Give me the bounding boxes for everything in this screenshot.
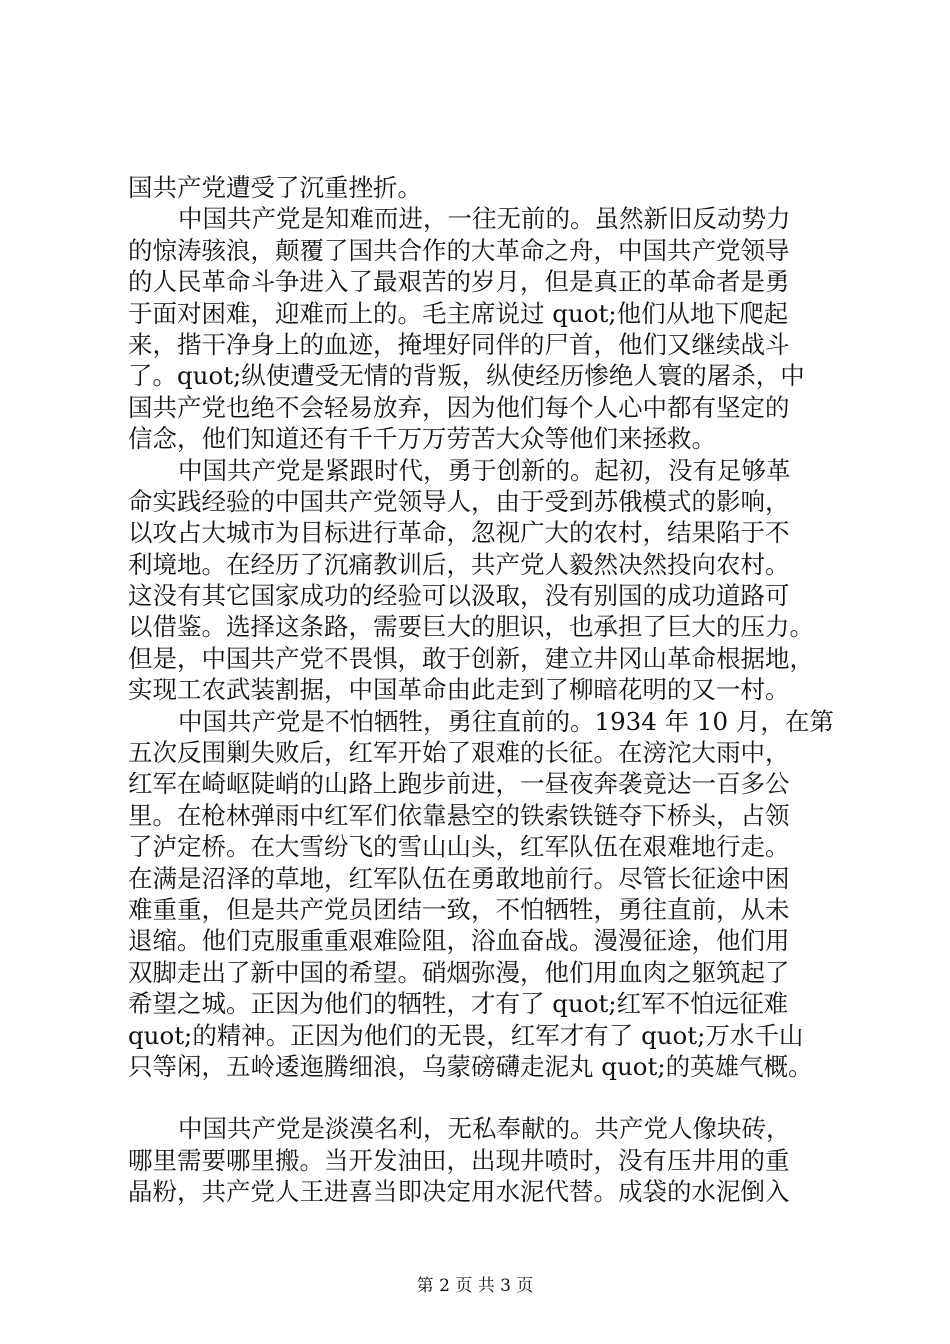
paragraph-1	[128, 172, 848, 203]
text-line: 中国共产党是知难而进，一往无前的。虽然新旧反动势力	[178, 204, 791, 234]
paragraph-2	[128, 203, 848, 454]
text-line: 来，揩干净身上的血迹，掩埋好同伴的尸首，他们又继续战斗	[128, 329, 790, 359]
text-line: 的惊涛骇浪，颠覆了国共合作的大革命之舟，中国共产党领导	[128, 235, 790, 265]
text-line: 实现工农武装割据，中国革命由此走到了柳暗花明的又一村。	[128, 675, 790, 705]
text-line: 利境地。在经历了沉痛教训后，共产党人毅然决然投向农村。	[128, 549, 790, 579]
text-line: 这没有其它国家成功的经验可以汲取，没有别国的成功道路可	[128, 581, 790, 611]
text-line: 了。quot;纵使遭受无情的背叛，纵使经历惨绝人寰的屠杀，中	[128, 361, 805, 391]
text-line: 只等闲，五岭逶迤腾细浪，乌蒙磅礴走泥丸 quot;的英雄气概。	[128, 1051, 813, 1081]
text-line: 退缩。他们克服重重艰难险阻，浴血奋战。漫漫征途，他们用	[128, 926, 790, 956]
text-line: 五次反围剿失败后，红军开始了艰难的长征。在滂沱大雨中，	[128, 738, 790, 768]
text-line: 中国共产党是不怕牺牲，勇往直前的。1934 年 10 月，在第	[178, 706, 834, 736]
text-line: 中国共产党是紧跟时代，勇于创新的。起初，没有足够革	[178, 455, 791, 485]
text-line: 国共产党遭受了沉重挫折。	[128, 173, 422, 202]
text-line: 的人民革命斗争进入了最艰苦的岁月，但是真正的革命者是勇	[128, 267, 790, 297]
text-line: 于面对困难，迎难而上的。毛主席说过 quot;他们从地下爬起	[128, 298, 789, 328]
text-line: 哪里需要哪里搬。当开发油田，出现井喷时，没有压井用的重	[128, 1145, 790, 1175]
text-line: 以攻占大城市为目标进行革命，忽视广大的农村，结果陷于不	[128, 518, 790, 548]
text-line: 中国共产党是淡漠名利，无私奉献的。共产党人像块砖，	[178, 1114, 791, 1144]
body-text	[128, 172, 848, 1208]
text-line: 在满是沼泽的草地，红军队伍在勇敢地前行。尽管长征途中困	[128, 863, 790, 893]
paragraph-5	[128, 1113, 848, 1207]
text-line: 信念，他们知道还有千千万万劳苦大众等他们来拯救。	[128, 424, 716, 454]
text-line: 晶粉，共产党人王进喜当即决定用水泥代替。成袋的水泥倒入	[128, 1177, 790, 1207]
text-line: 难重重，但是共产党员团结一致，不怕牺牲，勇往直前，从未	[128, 894, 790, 924]
text-line: 但是，中国共产党不畏惧，敢于创新，建立井冈山革命根据地，	[128, 643, 814, 673]
text-line: 希望之城。正因为他们的牺牲，才有了 quot;红军不怕远征难	[128, 989, 789, 1019]
page-number-label: 第 2 页 共 3 页	[416, 1276, 534, 1296]
text-line: quot;的精神。正因为他们的无畏，红军才有了 quot;万水千山	[128, 1020, 804, 1050]
text-line: 了泸定桥。在大雪纷飞的雪山山头，红军队伍在艰难地行走。	[128, 832, 790, 862]
text-line: 双脚走出了新中国的希望。硝烟弥漫，他们用血肉之躯筑起了	[128, 957, 790, 987]
text-line: 红军在崎岖陡峭的山路上跑步前进，一昼夜奔袭竟达一百多公	[128, 769, 790, 799]
paragraph-4	[128, 706, 848, 1083]
text-line: 国共产党也绝不会轻易放弃，因为他们每个人心中都有坚定的	[128, 392, 790, 422]
text-line: 以借鉴。选择这条路，需要巨大的胆识，也承担了巨大的压力。	[128, 612, 814, 642]
page-footer	[0, 1275, 950, 1297]
paragraph-3	[128, 455, 848, 706]
paragraph-spacer	[128, 1082, 848, 1113]
text-line: 里。在枪林弹雨中红军们依靠悬空的铁索铁链夺下桥头，占领	[128, 800, 790, 830]
text-line: 命实践经验的中国共产党领导人，由于受到苏俄模式的影响，	[128, 486, 790, 516]
